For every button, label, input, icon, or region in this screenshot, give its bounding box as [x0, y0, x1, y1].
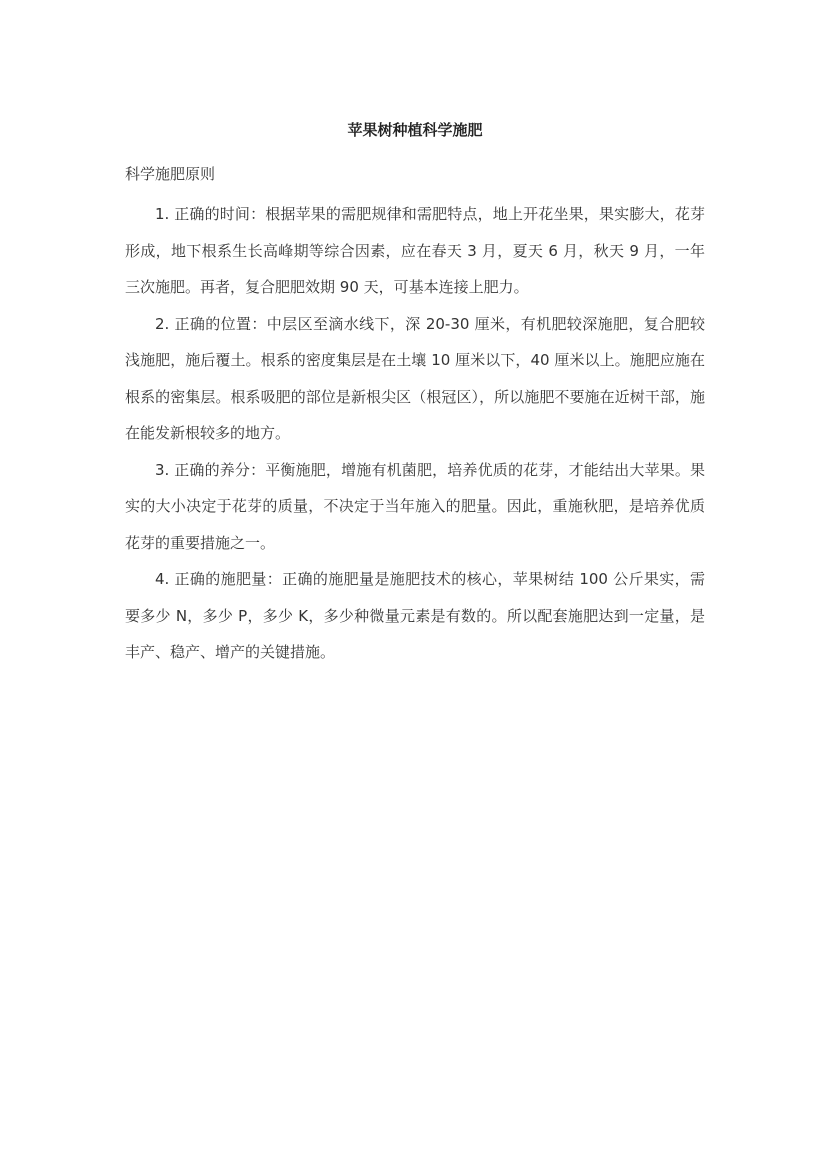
paragraph-nutrients: 3. 正确的养分：平衡施肥，增施有机菌肥，培养优质的花芽，才能结出大苹果。果实的大小决定于花芽的质量，不决定于当年施入的肥量。因此，重施秋肥，是培养优质花芽的重要措施之一。 [125, 460, 705, 552]
paragraph-position: 2. 正确的位置：中层区至滴水线下，深 20-30 厘米，有机肥较深施肥，复合肥较浅施肥，施后覆土。根系的密度集层是在土壤 10 厘米以下，40 厘米以上。施肥应施在根系的密集层。根系吸肥的部位是新根尖区（根冠区），所以施肥不要施在近树干部，施在能发新根较多的地方。 [125, 314, 705, 442]
document-page [125, 116, 705, 671]
paragraph-amount: 4. 正确的施肥量：正确的施肥量是施肥技术的核心，苹果树结 100 公斤果实，需要多少 N，多少 P，多少 K，多少种微量元素是有数的。所以配套施肥达到一定量，是丰产、稳产、增产的关键措施。 [125, 570, 705, 661]
document-title: 苹果树种植科学施肥 [347, 121, 483, 139]
section-heading: 科学施肥原则 [125, 165, 216, 183]
paragraph-timing: 1. 正确的时间：根据苹果的需肥规律和需肥特点，地上开花坐果，果实膨大，花芽形成，地下根系生长高峰期等综合因素，应在春天 3 月，夏天 6 月，秋天 9 月，一年三次施肥。再者，复合肥肥效期 90 天，可基本连接上肥力。 [125, 205, 705, 296]
